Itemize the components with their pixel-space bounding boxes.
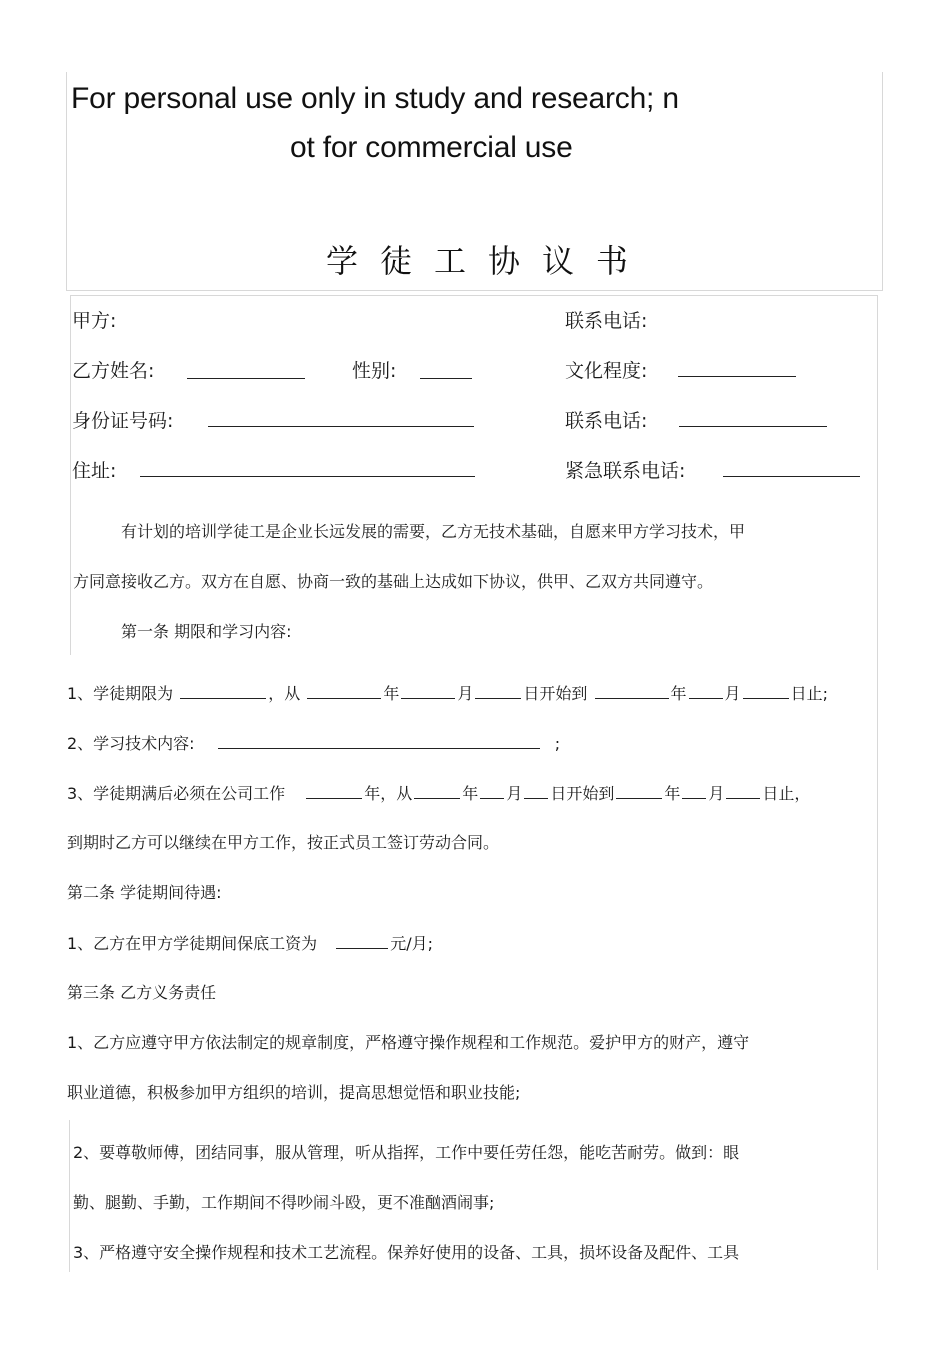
page-title: 学徒工协议书	[326, 242, 651, 280]
intro-line-2: 方同意接收乙方。双方在自愿、协商一致的基础上达成如下协议，供甲、乙双方共同遵守。	[73, 572, 714, 591]
work-start-year-field[interactable]	[414, 780, 460, 799]
item-3-month: 月	[506, 784, 523, 803]
item-3-year-2: 年	[664, 784, 681, 803]
work-years-field[interactable]	[306, 780, 362, 799]
article-2-item-1	[67, 930, 433, 954]
work-end-year-field[interactable]	[616, 780, 662, 799]
end-year-field[interactable]	[595, 680, 669, 699]
start-day-field[interactable]	[475, 680, 521, 699]
article-2-heading: 第二条 学徒期间待遇:	[67, 883, 222, 902]
emergency-phone-label: 紧急联系电话:	[565, 460, 686, 482]
party-a-label: 甲方:	[72, 310, 117, 332]
item-3-day-end: 日止，	[762, 784, 811, 803]
start-year-field[interactable]	[307, 680, 381, 699]
item-1-year: 年	[383, 684, 400, 703]
salary-lead: 1、乙方在甲方学徒期间保底工资为	[67, 934, 318, 953]
gender-label: 性别:	[352, 360, 397, 382]
item-3-year: 年	[462, 784, 479, 803]
party-b-name-label: 乙方姓名:	[72, 360, 155, 382]
item-1-year-2: 年	[670, 684, 687, 703]
education-field[interactable]	[676, 358, 798, 381]
article-3-item-3-line-1: 3、严格遵守安全操作规程和技术工艺流程。保养好使用的设备、工具，损坏设备及配件、工具	[73, 1243, 740, 1262]
work-end-month-field[interactable]	[682, 780, 706, 799]
top-frame-bottom	[66, 290, 883, 291]
item-1-month: 月	[457, 684, 474, 703]
party-b-name-field[interactable]	[185, 358, 307, 383]
article-3-heading: 第三条 乙方义务责任	[67, 983, 217, 1002]
top-frame-left	[66, 72, 67, 290]
work-end-day-field[interactable]	[726, 780, 760, 799]
article-1-item-3-line-2: 到期时乙方可以继续在甲方工作，按正式员工签订劳动合同。	[67, 833, 500, 852]
article-1-item-2	[67, 730, 560, 754]
study-content-field[interactable]	[218, 730, 540, 749]
address-label: 住址:	[72, 460, 117, 482]
article-3-item-1-line-2: 职业道德，积极参加甲方组织的培训，提高思想觉悟和职业技能;	[67, 1083, 521, 1102]
form-frame-left	[70, 295, 71, 655]
disclaimer-line-1: For personal use only in study and research; n	[71, 82, 679, 115]
article-1-heading: 第一条 期限和学习内容:	[121, 622, 292, 641]
form-frame-right	[877, 295, 878, 1270]
item-2-lead: 2、学习技术内容:	[67, 734, 195, 753]
item-3-month-2: 月	[708, 784, 725, 803]
gender-field[interactable]	[418, 358, 474, 383]
article-1-item-3	[67, 780, 810, 804]
address-field[interactable]	[138, 458, 477, 481]
id-number-field[interactable]	[206, 408, 476, 431]
disclaimer-line-2: ot for commercial use	[290, 131, 573, 164]
item-3-day-start: 日开始到	[550, 784, 615, 803]
education-label: 文化程度:	[565, 360, 648, 382]
article-3-item-2-line-2: 勤、腿勤、手勤，工作期间不得吵闹斗殴，更不准酗酒闹事;	[73, 1193, 495, 1212]
apprentice-period-field[interactable]	[180, 680, 266, 699]
item-1-month-2: 月	[724, 684, 741, 703]
item-1-day-start: 日开始到	[523, 684, 588, 703]
item-3-years: 年，从	[364, 784, 413, 803]
item-3-lead: 3、学徒期满后必须在公司工作	[67, 784, 286, 803]
id-number-label: 身份证号码:	[72, 410, 174, 432]
start-month-field[interactable]	[401, 680, 455, 699]
phone-a-label: 联系电话:	[565, 310, 648, 332]
item-1-day-end: 日止;	[790, 684, 828, 703]
base-salary-field[interactable]	[336, 930, 388, 949]
phone-b-label: 联系电话:	[565, 410, 648, 432]
intro-line-1: 有计划的培训学徒工是企业长远发展的需要，乙方无技术基础，自愿来甲方学习技术，甲	[121, 522, 746, 541]
form-frame-top	[70, 295, 878, 296]
work-start-month-field[interactable]	[480, 780, 504, 799]
item-2-end: ;	[554, 734, 561, 753]
top-frame-right	[882, 72, 883, 290]
phone-b-field[interactable]	[677, 408, 829, 431]
item-1-from: ，从	[268, 684, 301, 703]
end-month-field[interactable]	[689, 680, 723, 699]
article-3-item-1-line-1: 1、乙方应遵守甲方依法制定的规章制度，严格遵守操作规程和工作规范。爱护甲方的财产，遵守	[67, 1033, 750, 1052]
body-frame-left	[69, 1120, 70, 1272]
emergency-phone-field[interactable]	[721, 458, 862, 481]
end-day-field[interactable]	[743, 680, 789, 699]
item-1-lead: 1、学徒期限为	[67, 684, 174, 703]
article-1-item-1	[67, 680, 828, 704]
work-start-day-field[interactable]	[524, 780, 548, 799]
salary-unit: 元/月;	[390, 934, 434, 953]
article-3-item-2-line-1: 2、要尊敬师傅，团结同事，服从管理，听从指挥，工作中要任劳任怨，能吃苦耐劳。做到：眼	[73, 1143, 740, 1162]
